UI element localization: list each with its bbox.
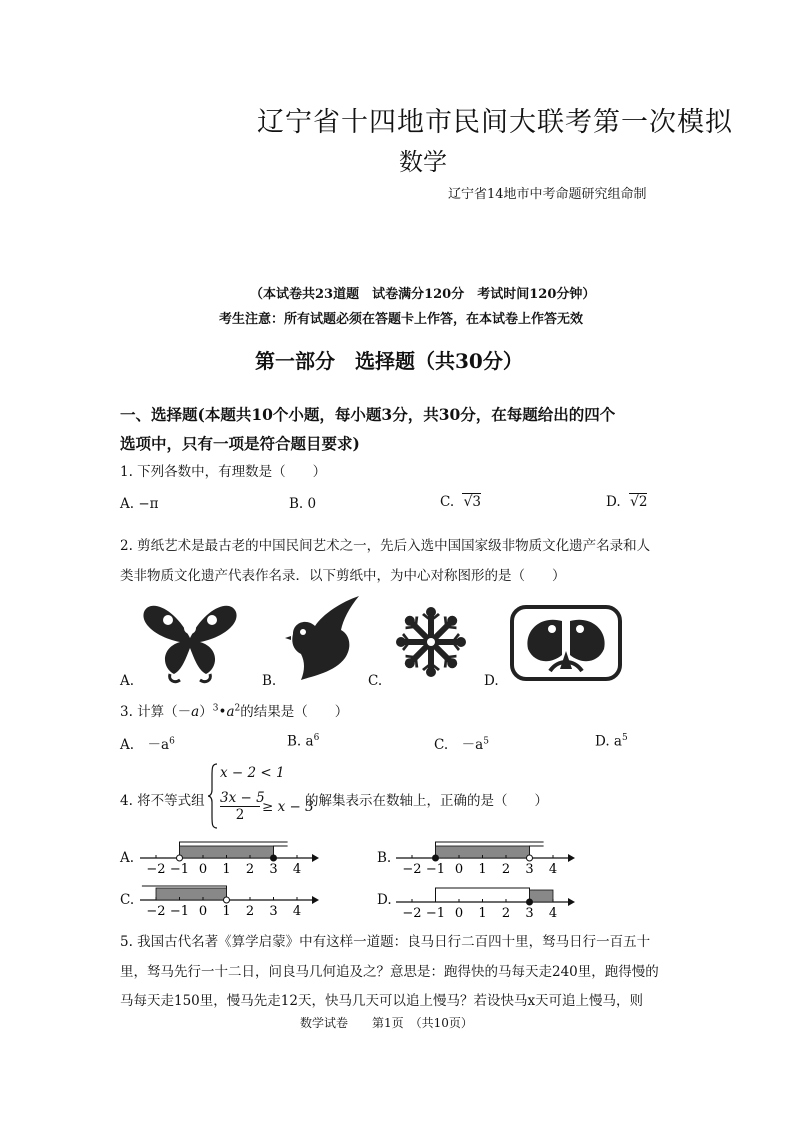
tick-label: −1 — [425, 862, 446, 876]
exam-notice: 考生注意：所有试题必须在答题卡上作答，在本试卷上作答无效 — [219, 312, 584, 327]
q4-stem-post: 的解集表示在数轴上，正确的是（ ） — [305, 793, 548, 809]
q4-label-c: C. — [120, 892, 135, 908]
tick-label: 1 — [478, 906, 487, 920]
tick-label: 1 — [222, 862, 231, 876]
fish-papercut-icon — [510, 605, 622, 681]
q1-option-d: D. √2 — [606, 494, 648, 510]
tick-label: −2 — [402, 862, 422, 876]
q2-label-a: A. — [120, 673, 135, 689]
tick-label: 3 — [269, 862, 278, 876]
exam-info: （本试卷共23道题 试卷满分120分 考试时间120分钟） — [250, 287, 596, 302]
q4-label-a: A. — [120, 850, 135, 866]
q4-inequality-2-num: 3x − 5 2 — [220, 790, 265, 823]
tick-label: 1 — [478, 862, 487, 876]
q3-option-d: D. $a^5$ — [595, 733, 628, 750]
q4-numberline-b — [396, 838, 576, 876]
tick-label: −1 — [169, 862, 190, 876]
tick-label: 4 — [548, 862, 558, 876]
q4-inequality-2-rhs: ≥ x − 3 — [262, 799, 314, 815]
q3-stem: 3. 计算$(-a)^3•a^2$的结果是（ ） — [120, 703, 349, 720]
closed-endpoint — [527, 899, 533, 905]
tick-label: 3 — [525, 862, 534, 876]
section-heading-line2: 选项中，只有一项是符合题目要求) — [120, 434, 360, 453]
subject-title: 数学 — [399, 148, 447, 176]
solution-shading — [156, 888, 227, 900]
exam-title: 辽宁省十四地市民间大联考第一次模拟 — [257, 107, 733, 138]
tick-label: 3 — [269, 904, 278, 918]
tick-label: 1 — [222, 904, 231, 918]
tick-label: 0 — [198, 904, 208, 918]
section-heading-line1: 一、选择题(本题共10个小题，每小题3分，共30分，在每题给出的四个 — [120, 405, 616, 424]
open-endpoint — [177, 855, 183, 861]
solution-shading — [530, 890, 554, 902]
snowflake-papercut-icon — [395, 606, 467, 678]
q1-stem: 1. 下列各数中，有理数是（ ） — [120, 464, 327, 480]
closed-endpoint — [433, 855, 439, 861]
q4-numberline-a — [140, 838, 320, 876]
q1-option-c: C. √3 — [440, 494, 481, 510]
q4-label-b: B. — [377, 850, 392, 866]
q1-option-b: B. 0 — [289, 496, 317, 512]
tick-label: 0 — [454, 862, 464, 876]
tick-label: 3 — [525, 906, 534, 920]
open-endpoint — [224, 897, 230, 903]
tick-label: −2 — [402, 906, 422, 920]
tick-label: 4 — [548, 906, 558, 920]
butterfly-papercut-icon — [140, 598, 240, 686]
tick-label: 2 — [245, 862, 255, 876]
tick-label: 2 — [501, 906, 511, 920]
tick-label: 0 — [198, 862, 208, 876]
bird-papercut-icon — [283, 594, 363, 682]
tick-label: 2 — [501, 862, 511, 876]
q4-brace — [207, 762, 219, 830]
q2-line2: 类非物质文化遗产代表作名录．以下剪纸中，为中心对称图形的是（ ） — [120, 568, 566, 584]
q2-label-d: D. — [484, 673, 499, 689]
part-title: 第一部分 选择题（共30分） — [255, 349, 523, 373]
page-footer: 数学试卷 第1页 （共10页） — [300, 1016, 473, 1030]
tick-label: −1 — [425, 906, 446, 920]
q3-option-b: B. $a^6$ — [287, 733, 320, 750]
closed-endpoint — [271, 855, 277, 861]
q5-line2: 里，驽马先行一十二日，问良马几何追及之？意思是：跑得快的马每天走240里，跑得慢的 — [120, 964, 659, 980]
q4-numberline-d — [396, 882, 576, 920]
q4-label-d: D. — [377, 892, 392, 908]
q2-label-b: B. — [262, 673, 277, 689]
tick-label: 2 — [245, 904, 255, 918]
tick-label: −2 — [146, 904, 166, 918]
q4-inequality-1: x − 2 < 1 — [220, 765, 285, 781]
open-endpoint — [527, 855, 533, 861]
q5-line3: 马每天走150里，慢马先走12天，快马几天可以追上慢马？若设快马x天可追上慢马，则 — [120, 993, 644, 1009]
q2-label-c: C. — [368, 673, 383, 689]
q3-option-c: C. $-a^5$ — [434, 736, 489, 753]
tick-label: −2 — [146, 862, 166, 876]
tick-label: 4 — [292, 904, 302, 918]
q1-option-a: A. −π — [120, 496, 159, 512]
q3-option-a: A. $-a^6$ — [120, 736, 175, 753]
exam-author: 辽宁省14地市中考命题研究组命制 — [448, 187, 647, 202]
q4-numberline-c — [140, 880, 320, 918]
tick-label: 0 — [454, 906, 464, 920]
q2-line1: 2. 剪纸艺术是最古老的中国民间艺术之一，先后入选中国国家级非物质文化遗产名录和人 — [120, 538, 651, 554]
tick-label: −1 — [169, 904, 190, 918]
q4-stem-pre: 4. 将不等式组 — [120, 793, 205, 809]
tick-label: 4 — [292, 862, 302, 876]
q5-line1: 5. 我国古代名著《算学启蒙》中有这样一道题：良马日行二百四十里，驽马日行一百五十 — [120, 934, 651, 950]
